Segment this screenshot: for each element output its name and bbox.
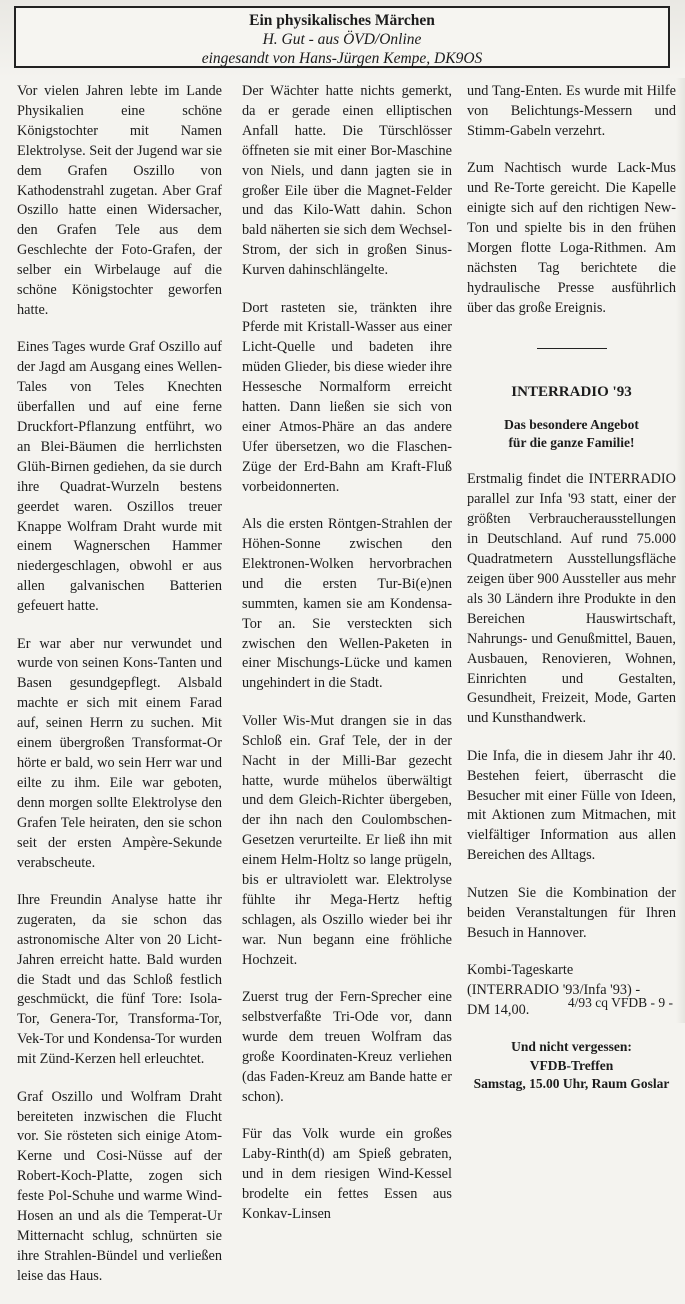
story-paragraph: Der Wächter hatte nichts gemerkt, da er gerade einen elliptischen Anfall hatte. Die Türschlösser öffneten sie mit einer Bor-Maschine von Niels, und dann jagten sie in großer Eile über die Magnet-Felder und das Kilo-Watt dahin. Schon bald näherten sie sich dem Wechsel-Strom, der sich in großen Sinus-Kurven dahinschlängelte. <box>242 83 452 279</box>
story-column-2 <box>242 82 452 1242</box>
interradio-subtitle <box>467 416 676 452</box>
story-column-1 <box>17 82 222 1304</box>
story-column-3 <box>467 82 676 1094</box>
story-paragraph: Zuerst trug der Fern-Sprecher eine selbstverfaßte Tri-Ode vor, dann wurde dem treuen Wolfram das große Koordinaten-Kreuz verliehen (das Faden-Kreuz am Bande hatte er schon). <box>242 989 452 1105</box>
story-paragraph: Eines Tages wurde Graf Oszillo auf der Jagd am Ausgang eines Wellen-Tales von Teles Knechten überfallen und auf eine ferne Druckfort-Pflanzung entführt, wo an Blei-Bäumen die herrlichsten Glüh-Birnen gediehen, da sie durch ihre Quadrat-Wurzeln bestens geerdet waren. Oszillos treuer Knappe Wolfram Draht wurde mit einem Wagnerschen Hammer niedergeschlagen, obwohl er aus allen galvanischen Batterien gefeuert hatte. <box>17 339 222 615</box>
story-paragraph: Für das Volk wurde ein großes Laby-Rinth(d) am Spieß gebraten, und in dem riesigen Wind-Kessel brodelte ein fettes Essen aus Konkav-Linsen <box>242 1126 452 1222</box>
ticket-line: Kombi-Tageskarte <box>467 961 574 978</box>
article-header-box <box>14 6 670 68</box>
reminder-line: Und nicht vergessen: <box>511 1039 632 1055</box>
ticket-info <box>467 961 676 1021</box>
background-bleed-right <box>676 78 685 1023</box>
reminder-line: Samstag, 15.00 Uhr, Raum Goslar <box>473 1076 670 1092</box>
interradio-paragraph: Nutzen Sie die Kombination der beiden Veranstaltungen für Ihren Besuch in Hannover. <box>467 884 676 941</box>
ticket-line: (INTERRADIO '93/Infa '93) - <box>467 981 641 998</box>
ticket-line: DM 14,00. <box>467 1001 530 1018</box>
story-paragraph: Vor vielen Jahren lebte im Lande Physikalien eine schöne Königstochter mit Namen Elektrolyse. Seit der Jugend war sie dem Grafen Oszillo von Kathodenstrahl zugetan. Aber Graf Oszillo hatte einen Widersacher, den Grafen Tele aus dem Geschlechte der Foto-Grafen, der selber ein Wirbelauge auf die schöne Königstochter geworfen hatte. <box>17 83 222 318</box>
story-paragraph: Dort rasteten sie, tränkten ihre Pferde mit Kristall-Wasser aus einer Licht-Quelle und badeten ihre müden Glieder, bis diese wieder ihre Hessesche Normalform erreicht hatten. Dann ließen sie sich von einer Atmos-Phäre an das andere Ufer übersetzen, wo die Flaschen-Züge der Erd-Bahn am Kraft-Fluß vorbeidonnerten. <box>242 299 452 495</box>
vfdb-reminder <box>467 1038 676 1094</box>
interradio-title: INTERRADIO '93 <box>511 384 632 401</box>
article-title: Ein physikalisches Märchen <box>249 12 435 29</box>
story-paragraph: Zum Nachtisch wurde Lack-Mus und Re-Torte gereicht. Die Kapelle einigte sich auf den richtigen New-Ton und spielte bis in den frühen Morgen flotte Loga-Rithmen. Am nächsten Tag berichtete die hydraulische Presse ausführlich über das große Ereignis. <box>467 160 676 316</box>
story-paragraph: Er war aber nur verwundet und wurde von seinen Kons-Tanten und Basen gesundgepflegt. Alsbald machte er sich mit einem Farad auf, seinen Herrn zu suchen. Mit einem übergroßen Transformat-Or hörte er bald, wo sein Herr war und eilte zu ihm. Eile war geboten, denn morgen sollte Elektrolyse den Grafen Tele heiraten, den sie schon seit der ersten Ampère-Sekunde verabscheute. <box>17 635 222 871</box>
story-paragraph: Graf Oszillo und Wolfram Draht bereiteten inzwischen die Flucht vor. Sie rösteten sich einige Atom-Kerne und Cosi-Nüsse auf der Robert-Koch-Platte, zogen sich feste Pol-Schuhe und warme Wind-Hosen an und als die Temperat-Ur Mitternacht schlug, schnürten sie ihre Strahlen-Bündel und verließen leise das Haus. <box>17 1088 222 1284</box>
interradio-paragraph: Die Infa, die in diesem Jahr ihr 40. Bestehen feiert, überrascht die Besucher mit einer Fülle von Ideen, mit Aktionen zum Mitmachen, mit vielfältiger Information aus allen Bereichen des Alltags. <box>467 747 676 864</box>
page-footer: 4/93 cq VFDB - 9 - <box>567 995 673 1010</box>
article-source: H. Gut - aus ÖVD/Online <box>262 31 422 48</box>
story-paragraph: Voller Wis-Mut drangen sie in das Schloß ein. Graf Tele, der in der Nacht in der Milli-Bar gezecht hatte, wurde mühelos überwältigt und dem Gleich-Richter übergeben, der ihn nach den Coulombschen-Gesetzen verurteilte. Er ließ ihn mit einem Helm-Holtz so lange prügeln, bis er ultraviolett war. Elektrolyse fühlte ihr Mega-Hertz heftig schlagen, als Oszillo wieder bei ihr war. Nun begann eine fröhliche Hochzeit. <box>242 712 452 968</box>
reminder-line: VFDB-Treffen <box>529 1057 614 1073</box>
section-divider <box>537 348 607 349</box>
story-paragraph: Ihre Freundin Analyse hatte ihr zugeraten, da sie schon das astronomische Alter von 20 Licht-Jahren erreicht hatte. Bald wurden die Stadt und das Schloß festlich geschmückt, die fünf Tore: Isola-Tor, Genera-Tor, Transforma-Tor, Vek-Tor und Kondensa-Tor wurden mit Zünd-Kerzen hell erleuchtet. <box>17 891 222 1068</box>
story-paragraph: und Tang-Enten. Es wurde mit Hilfe von Belichtungs-Messern und Stimm-Gabeln verzehrt. <box>467 83 676 139</box>
article-submitter: eingesandt von Hans-Jürgen Kempe, DK9OS <box>201 50 483 67</box>
story-paragraph: Als die ersten Röntgen-Strahlen der Höhen-Sonne zwischen den Elektronen-Wolken hervorbrachen und die ersten Tur-Bi(e)nen summten, kamen sie am Kondensa-Tor an. Sie versteckten sich zwischen den Wellen-Paketen in einer Mischungs-Lücke und kamen ungehindert in die Stadt. <box>242 516 452 692</box>
interradio-subtitle-line: für die ganze Familie! <box>508 435 635 451</box>
interradio-paragraph: Erstmalig findet die INTERRADIO parallel zur Infa '93 statt, einer der größten Verbraucherausstellungen in Deutschland. Auf rund 75.000 Quadratmetern Ausstellungsfläche zeigen über 900 Aussteller aus mehr als 30 Ländern ihre Produkte in den Bereichen Hauswirtschaft, Nahrungs- und Genußmittel, Bauen, Ausbauen, Renovieren, Wohnen, Einrichten und Gestalten, Gesundheit, Freizeit, Mode, Garten und Kunsthandwerk. <box>467 471 676 727</box>
interradio-subtitle-line: Das besondere Angebot <box>504 417 639 433</box>
